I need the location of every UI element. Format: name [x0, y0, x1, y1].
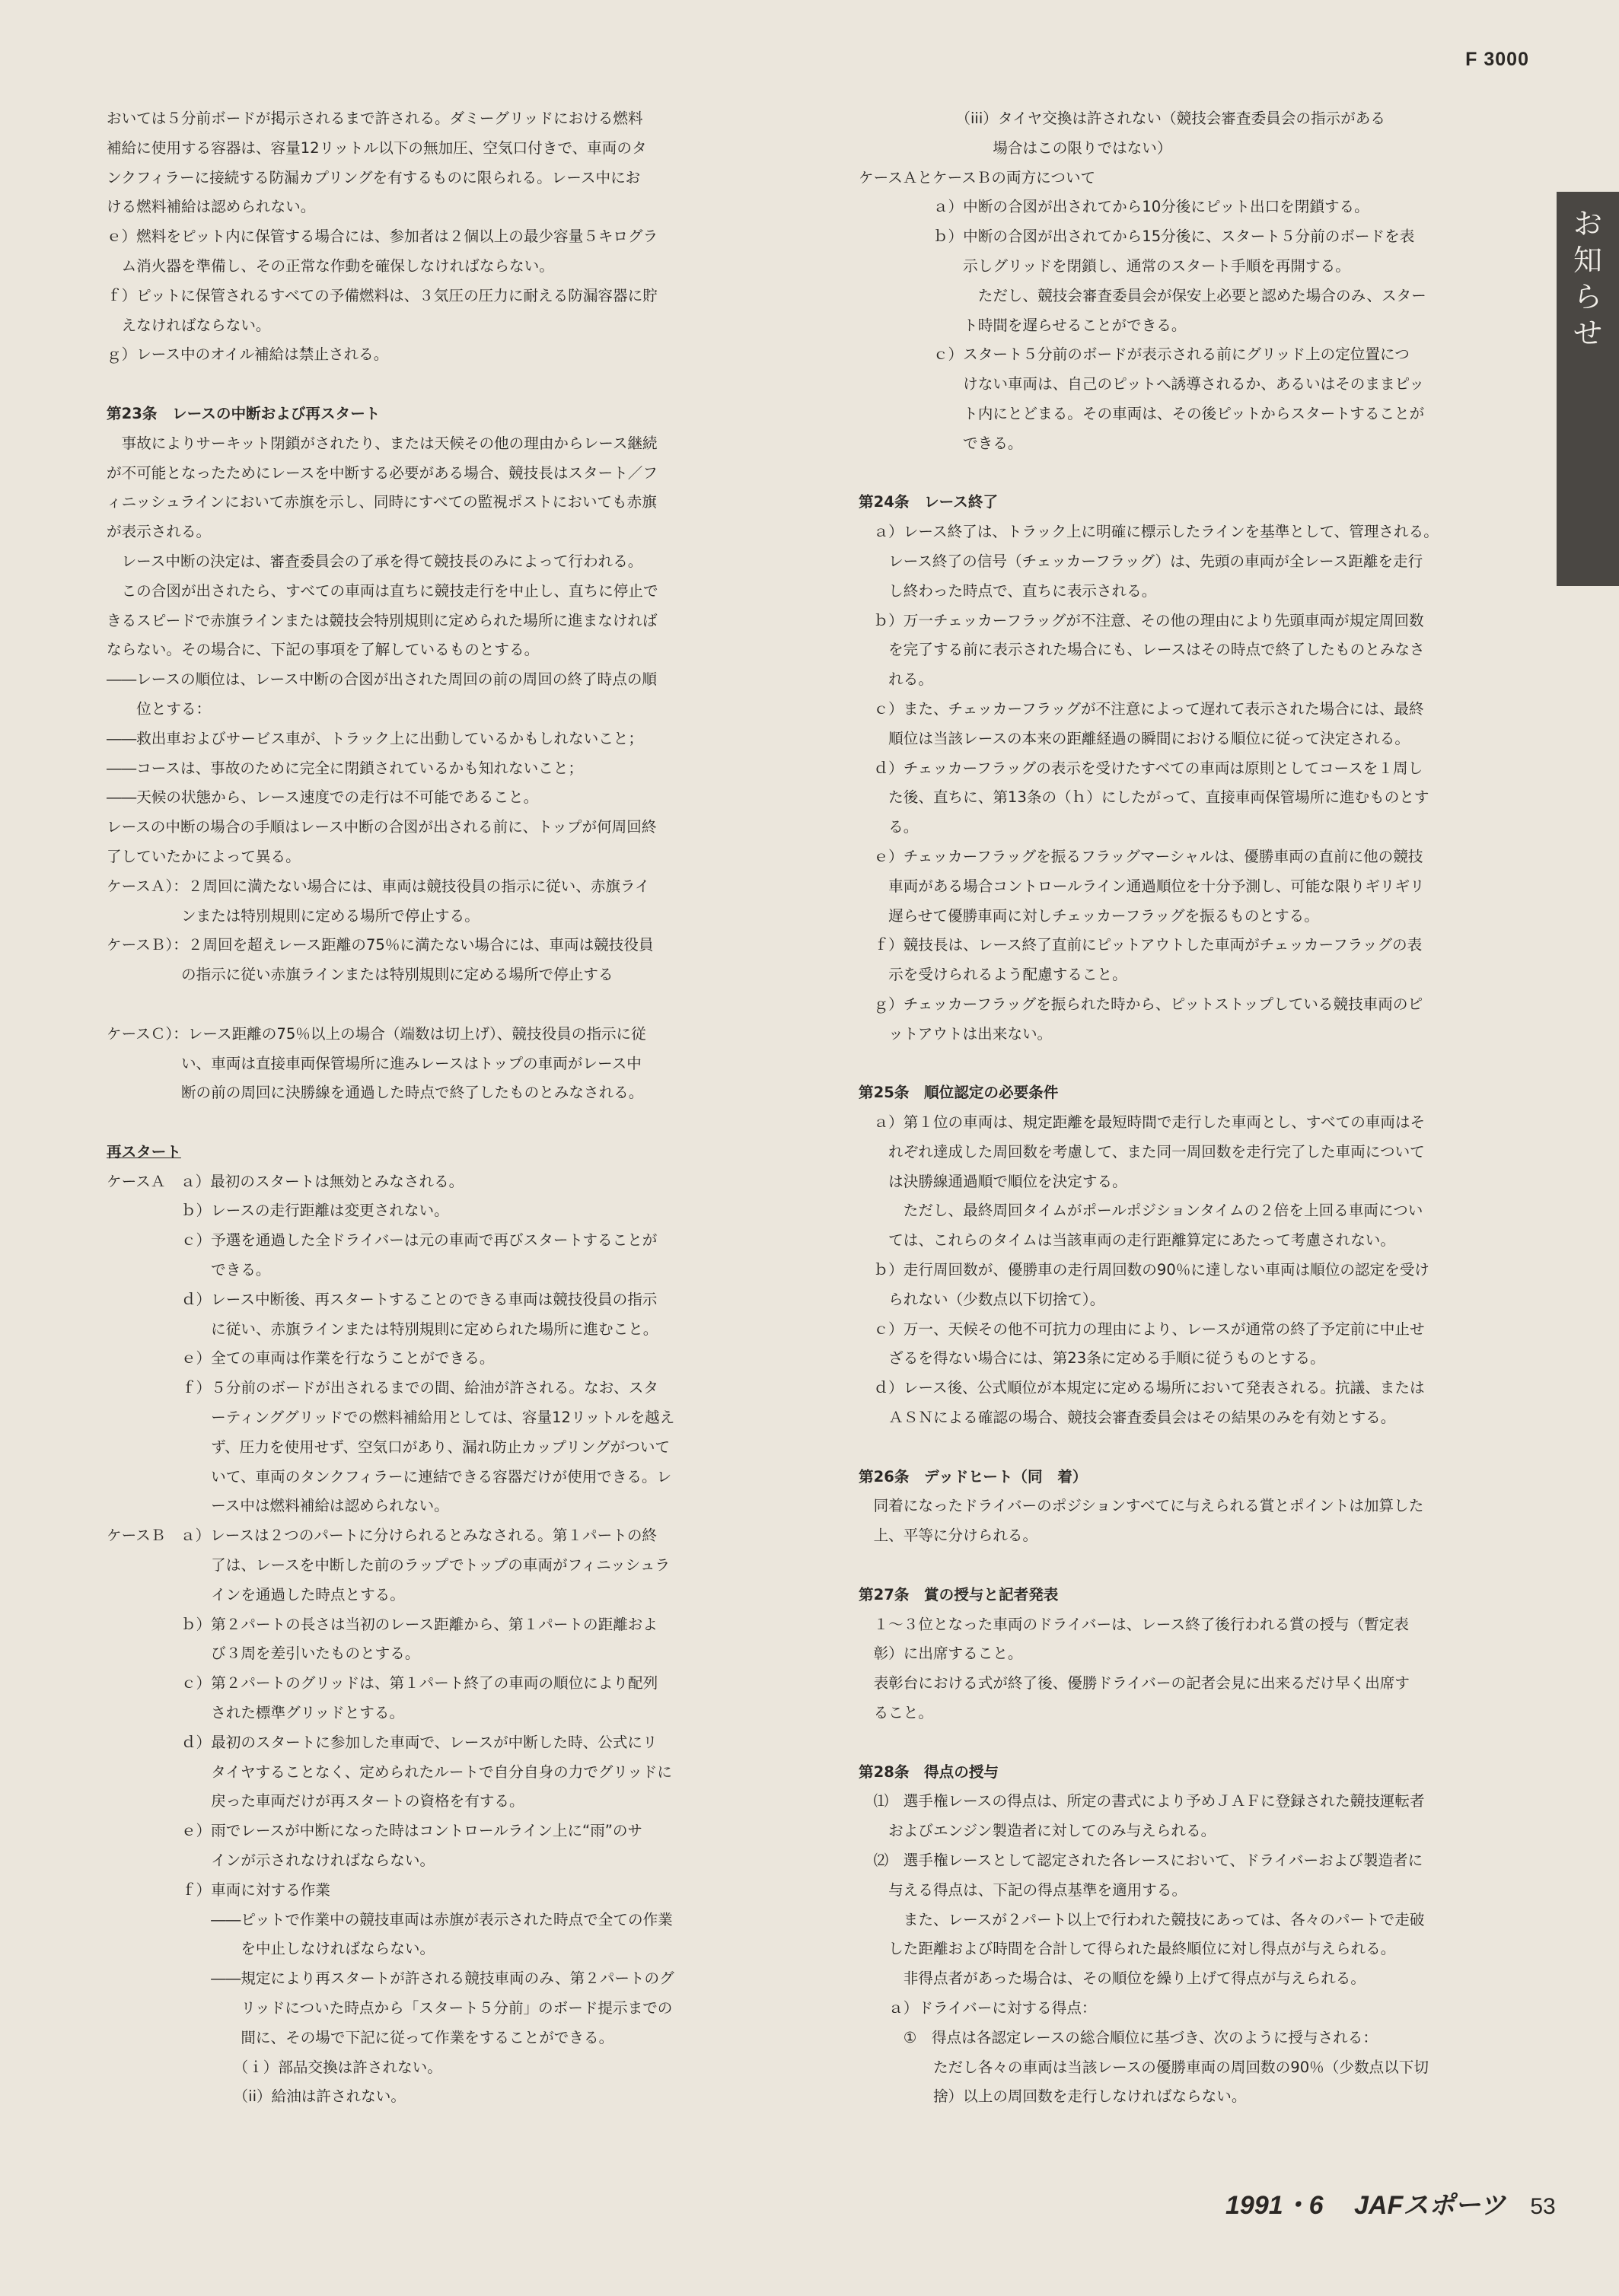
text-line: ただし、最終周回タイムがポールポジションタイムの２倍を上回る車両につい [859, 1202, 1423, 1220]
text-line: 示しグリッドを閉鎖し、通常のスタート手順を再開する。 [859, 256, 1350, 275]
text-line: ｂ）中断の合図が出されてから15分後に、スタート５分前のボードを表 [859, 228, 1415, 246]
text-line: ース中は燃料補給は認められない。 [107, 1497, 449, 1515]
blank-line [859, 1433, 1528, 1463]
text-line: ――規定により再スタートが許される競技車両のみ、第２パートのグ [107, 1970, 674, 1988]
text-line: ｂ）第２パートの長さは当初のレース距離から、第１パートの距離およ [107, 1615, 658, 1633]
blank-line [859, 1049, 1528, 1079]
article-heading: 第28条 得点の授与 [859, 1763, 999, 1781]
text-line: ――ピットで作業中の競技車両は赤旗が表示された時点で全ての作業 [107, 1910, 673, 1928]
text-line: ｅ）雨でレースが中断になった時はコントロールライン上に“雨”のサ [107, 1822, 643, 1840]
page-number: 53 [1530, 2194, 1556, 2219]
text-line: が不可能となったためにレースを中断する必要がある場合、競技長はスタート／フ [107, 463, 658, 482]
text-line: 非得点者があった場合は、その順位を繰り上げて得点が与えられる。 [859, 1970, 1366, 1988]
text-line: ｂ）走行周回数が、優勝車の走行周回数の90％に達しない車両は順位の認定を受け [859, 1261, 1429, 1279]
text-line: ｅ）全ての車両は作業を行なうことができる。 [107, 1349, 495, 1368]
text-line: ――コースは、事故のために完全に閉鎖されているかも知れないこと； [107, 759, 584, 777]
text-line: ｂ）レースの走行距離は変更されない。 [107, 1202, 449, 1220]
text-line: レース終了の信号（チェッカーフラッグ）は、先頭の車両が全レース距離を走行 [859, 552, 1423, 570]
text-line: た後、直ちに、第13条の（ｈ）にしたがって、直接車両保管場所に進むものとす [859, 788, 1429, 807]
text-line: （iii）タイヤ交換は許されない（競技会審査委員会の指示がある [859, 110, 1385, 127]
text-line: ｆ）競技長は、レース終了直前にピットアウトした車両がチェッカーフラッグの表 [859, 936, 1423, 954]
text-line: ィニッシュラインにおいて赤旗を示し、同時にすべての監視ポストにおいても赤旗 [107, 493, 657, 511]
text-line: ケースＢ）：２周回を超えレース距離の75％に満たない場合には、車両は競技役員 [107, 936, 654, 954]
blank-line [859, 1728, 1528, 1758]
text-line: ただし、競技会審査委員会が保安上必要と認めた場合のみ、スター [859, 286, 1426, 304]
text-line: タイヤすることなく、定められたルートで自分自身の力でグリッドに [107, 1763, 672, 1781]
text-line: きるスピードで赤旗ラインまたは競技会特別規則に定められた場所に進まなければ [107, 611, 658, 629]
section-tab [1557, 192, 1619, 586]
text-line: ａ）ドライバーに対する得点： [859, 1999, 1097, 2017]
text-line: ｄ）最初のスタートに参加した車両で、レースが中断した時、公式にリ [107, 1733, 658, 1751]
text-line: ｄ）レース中断後、再スタートすることのできる車両は競技役員の指示 [107, 1290, 658, 1308]
text-line: また、レースが２パート以上で行われた競技にあっては、各々のパートで走破 [859, 1910, 1425, 1928]
text-line: ること。 [859, 1704, 933, 1722]
text-line: れぞれ達成した周回数を考慮して、また同一周回数を走行完了した車両について [859, 1142, 1425, 1161]
text-line: この合図が出されたら、すべての車両は直ちに競技走行を中止し、直ちに停止で [107, 581, 658, 600]
text-line: ｆ）５分前のボードが出されるまでの間、給油が許される。なお、スタ [107, 1379, 658, 1397]
text-line: した距離および時間を合計して得られた最終順位に対し得点が与えられる。 [859, 1940, 1396, 1958]
text-line: ットアウトは出来ない。 [859, 1024, 1053, 1043]
text-line: ｃ）スタート５分前のボードが表示される前にグリッド上の定位置につ [859, 346, 1410, 364]
text-line: ｃ）また、チェッカーフラッグが不注意によって遅れて表示された場合には、最終 [859, 699, 1424, 718]
article-heading: 第24条 レース終了 [859, 493, 999, 511]
blank-line [859, 459, 1528, 489]
text-line: ｇ）レース中のオイル補給は禁止される。 [107, 346, 389, 364]
blank-line [107, 1108, 754, 1138]
text-line: 位とする： [107, 699, 212, 718]
article-heading: 第26条 デッドヒート（同 着） [859, 1467, 1088, 1486]
text-line: 了していたかによって異る。 [107, 847, 301, 865]
text-line: された標準グリッドとする。 [107, 1704, 405, 1722]
text-line: ケースＢ ａ）レースは２つのパートに分けられるとみなされる。第１パートの終 [107, 1527, 658, 1545]
text-line: が表示される。 [107, 523, 212, 541]
magazine-title: JAFスポーツ [1354, 2191, 1506, 2220]
text-line: ⑴ 選手権レースの得点は、所定の書式により予めＪＡＦに登録された競技運転者 [859, 1792, 1425, 1810]
text-line: 示を受けられるよう配慮すること。 [859, 966, 1127, 984]
text-line: 戻った車両だけが再スタートの資格を有する。 [107, 1792, 524, 1810]
text-line: 断の前の周回に決勝線を通過した時点で終了したものとみなされる。 [107, 1084, 644, 1102]
text-line: ては、これらのタイムは当該車両の走行距離算定にあたって考慮されない。 [859, 1231, 1395, 1250]
page-code: F 3000 [1465, 49, 1529, 70]
section-tab-label: お知らせ [1573, 207, 1602, 350]
issue-date: 1991・6 [1225, 2191, 1324, 2220]
text-line: ト時間を遅らせることができる。 [859, 316, 1187, 334]
text-line: 彰）に出席すること。 [859, 1645, 1023, 1663]
page-footer [1225, 2184, 1556, 2221]
blank-line [859, 1551, 1528, 1581]
article-heading: 第25条 順位認定の必要条件 [859, 1084, 1059, 1102]
text-line: 了は、レースを中断した前のラップでトップの車両がフィニッシュラ [107, 1556, 671, 1575]
text-line: ｆ）ピットに保管されるすべての予備燃料は、３気圧の圧力に耐える防漏容器に貯 [107, 286, 658, 304]
article-heading: 第27条 賞の授与と記者発表 [859, 1585, 1059, 1603]
text-line: られない（少数点以下切捨て）。 [859, 1290, 1105, 1308]
text-line: 同着になったドライバーのポジションすべてに与えられる賞とポイントは加算した [859, 1497, 1424, 1515]
text-line: ト内にとどまる。その車両は、その後ピットからスタートすることが [859, 404, 1425, 422]
right-column [859, 104, 1528, 2112]
text-line: に従い、赤旗ラインまたは特別規則に定められた場所に進むこと。 [107, 1320, 658, 1338]
text-line: （ii）給油は許されない。 [107, 2087, 406, 2106]
text-line: ｇ）チェッカーフラッグを振られた時から、ピットストップしている競技車両のピ [859, 995, 1423, 1013]
text-line: ａ）レース終了は、トラック上に明確に標示したラインを基準として、管理される。 [859, 523, 1439, 541]
text-line: ならない。その場合に、下記の事項を了解しているものとする。 [107, 641, 540, 659]
text-line: れる。 [859, 670, 933, 689]
text-line: ――天候の状態から、レース速度での走行は不可能であること。 [107, 788, 539, 807]
blank-line [107, 370, 754, 400]
text-line: 上、平等に分けられる。 [859, 1527, 1038, 1545]
text-line: ケースＣ）：レース距離の75％以上の場合（端数は切上げ）、競技役員の指示に従 [107, 1024, 646, 1043]
text-line: できる。 [859, 434, 1023, 452]
text-line: 順位は当該レースの本来の距離経過の瞬間における順位に従って決定される。 [859, 729, 1410, 747]
left-column [107, 104, 754, 2112]
section-subheading: 再スタート [107, 1142, 181, 1161]
text-line: ｃ）予選を通過した全ドライバーは元の車両で再びスタートすることが [107, 1231, 658, 1250]
blank-line [107, 990, 754, 1020]
text-line: けない車両は、自己のピットへ誘導されるか、あるいはそのままピッ [859, 375, 1424, 393]
text-line: ただし各々の車両は当該レースの優勝車両の周回数の90％（少数点以下切 [859, 2058, 1429, 2076]
text-line: ｆ）車両に対する作業 [107, 1880, 330, 1899]
text-line: １～３位となった車両のドライバーは、レース終了後行われる賞の授与（暫定表 [859, 1615, 1410, 1633]
text-line: の指示に従い赤旗ラインまたは特別規則に定める場所で停止する [107, 966, 613, 984]
text-line: ンまたは特別規則に定める場所で停止する。 [107, 906, 480, 925]
text-line: ｃ）万一、天候その他不可抗力の理由により、レースが通常の終了予定前に中止せ [859, 1320, 1425, 1338]
text-line: えなければならない。 [107, 316, 271, 334]
text-line: いて、車両のタンクフィラーに連結できる容器だけが使用できる。レ [107, 1467, 672, 1486]
text-line: リッドについた時点から「スタート５分前」のボード提示までの [107, 1999, 673, 2017]
text-line: ンクフィラーに接続する防漏カプリングを有するものに限られる。レース中にお [107, 168, 641, 186]
text-line: 与える得点は、下記の得点基準を適用する。 [859, 1880, 1187, 1899]
text-line: ーティンググリッドでの燃料補給用としては、容量12リットルを越え [107, 1409, 675, 1427]
text-line: ケースＡ ａ）最初のスタートは無効とみなされる。 [107, 1172, 464, 1190]
text-line: 事故によりサーキット閉鎖がされたり、または天候その他の理由からレース継続 [107, 434, 658, 452]
text-line: ケースＡ）：２周回に満たない場合には、車両は競技役員の指示に従い、赤旗ライ [107, 877, 650, 895]
text-line: ａ）第１位の車両は、規定距離を最短時間で走行した車両とし、すべての車両はそ [859, 1113, 1426, 1132]
text-line: ⑵ 選手権レースとして認定された各レースにおいて、ドライバーおよび製造者に [859, 1852, 1423, 1870]
text-line: 間に、その場で下記に従って作業をすることができる。 [107, 2028, 614, 2046]
text-line: ケースＡとケースＢの両方について [859, 168, 1096, 186]
text-line: る。 [859, 818, 919, 836]
text-line: ム消火器を準備し、その正常な作動を確保しなければならない。 [107, 256, 554, 275]
text-line: 表彰台における式が終了後、優勝ドライバーの記者会見に出来るだけ早く出席す [859, 1674, 1410, 1693]
text-line: い、車両は直接車両保管場所に進みレースはトップの車両がレース中 [107, 1054, 642, 1072]
text-line: インを通過した時点とする。 [107, 1585, 405, 1603]
text-line: おいては５分前ボードが掲示されるまで許される。ダミーグリッドにおける燃料 [107, 110, 643, 127]
text-line: し終わった時点で、直ちに表示される。 [859, 581, 1157, 600]
text-line: できる。 [107, 1261, 271, 1279]
text-line: ける燃料補給は認められない。 [107, 198, 316, 216]
text-line: レース中断の決定は、審査委員会の了承を得て競技長のみによって行われる。 [107, 552, 643, 570]
text-line: 捨）以上の周回数を走行しなければならない。 [859, 2087, 1247, 2106]
text-line: を完了する前に表示された場合にも、レースはその時点で終了したものとみなさ [859, 641, 1425, 659]
text-line: （ｉ）部品交換は許されない。 [107, 2058, 442, 2076]
text-line: ｂ）万一チェッカーフラッグが不注意、その他の理由により先頭車両が規定周回数 [859, 611, 1424, 629]
text-line: インが示されなければならない。 [107, 1852, 435, 1870]
text-line: 補給に使用する容器は、容量12リットル以下の無加圧、空気口付きで、車両のタ [107, 139, 647, 157]
text-line: およびエンジン製造者に対してのみ与えられる。 [859, 1822, 1216, 1840]
text-line: レースの中断の場合の手順はレース中断の合図が出される前に、トップが何周回終 [107, 818, 657, 836]
text-line: ｄ）チェッカーフラッグの表示を受けたすべての車両は原則としてコースを１周し [859, 759, 1423, 777]
text-line: ――救出車およびサービス車が、トラック上に出動しているかもしれないこと； [107, 729, 643, 747]
text-line: ＡＳＮによる確認の場合、競技会審査委員会はその結果のみを有効とする。 [859, 1409, 1396, 1427]
text-line: ――レースの順位は、レース中断の合図が出された周回の前の周回の終了時点の順 [107, 670, 658, 689]
text-line: 場合はこの限りではない） [859, 139, 1172, 157]
text-line: 遅らせて優勝車両に対しチェッカーフラッグを振るものとする。 [859, 906, 1319, 925]
text-line: ず、圧力を使用せず、空気口があり、漏れ防止カップリングがついて [107, 1438, 671, 1456]
article-heading: 第23条 レースの中断および再スタート [107, 404, 381, 422]
text-line: び３周を差引いたものとする。 [107, 1645, 420, 1663]
text-line: ｅ）燃料をピット内に保管する場合には、参加者は２個以上の最少容量５キログラ [107, 228, 658, 246]
text-line: ｄ）レース後、公式順位が本規定に定める場所において発表される。抗議、または [859, 1379, 1425, 1397]
text-line: ざるを得ない場合には、第23条に定める手順に従うものとする。 [859, 1349, 1325, 1368]
text-line: 車両がある場合コントロールライン通過順位を十分予測し、可能な限りギリギリ [859, 877, 1425, 895]
text-line: を中止しなければならない。 [107, 1940, 435, 1958]
text-line: は決勝線通過順で順位を決定する。 [859, 1172, 1127, 1190]
text-line: ｅ）チェッカーフラッグを振るフラッグマーシャルは、優勝車両の直前に他の競技 [859, 847, 1423, 865]
text-line: ａ）中断の合図が出されてから10分後にピット出口を閉鎖する。 [859, 198, 1369, 216]
text-line: ｃ）第２パートのグリッドは、第１パート終了の車両の順位により配列 [107, 1674, 658, 1693]
text-line: ① 得点は各認定レースの総合順位に基づき、次のように授与される： [859, 2028, 1378, 2046]
